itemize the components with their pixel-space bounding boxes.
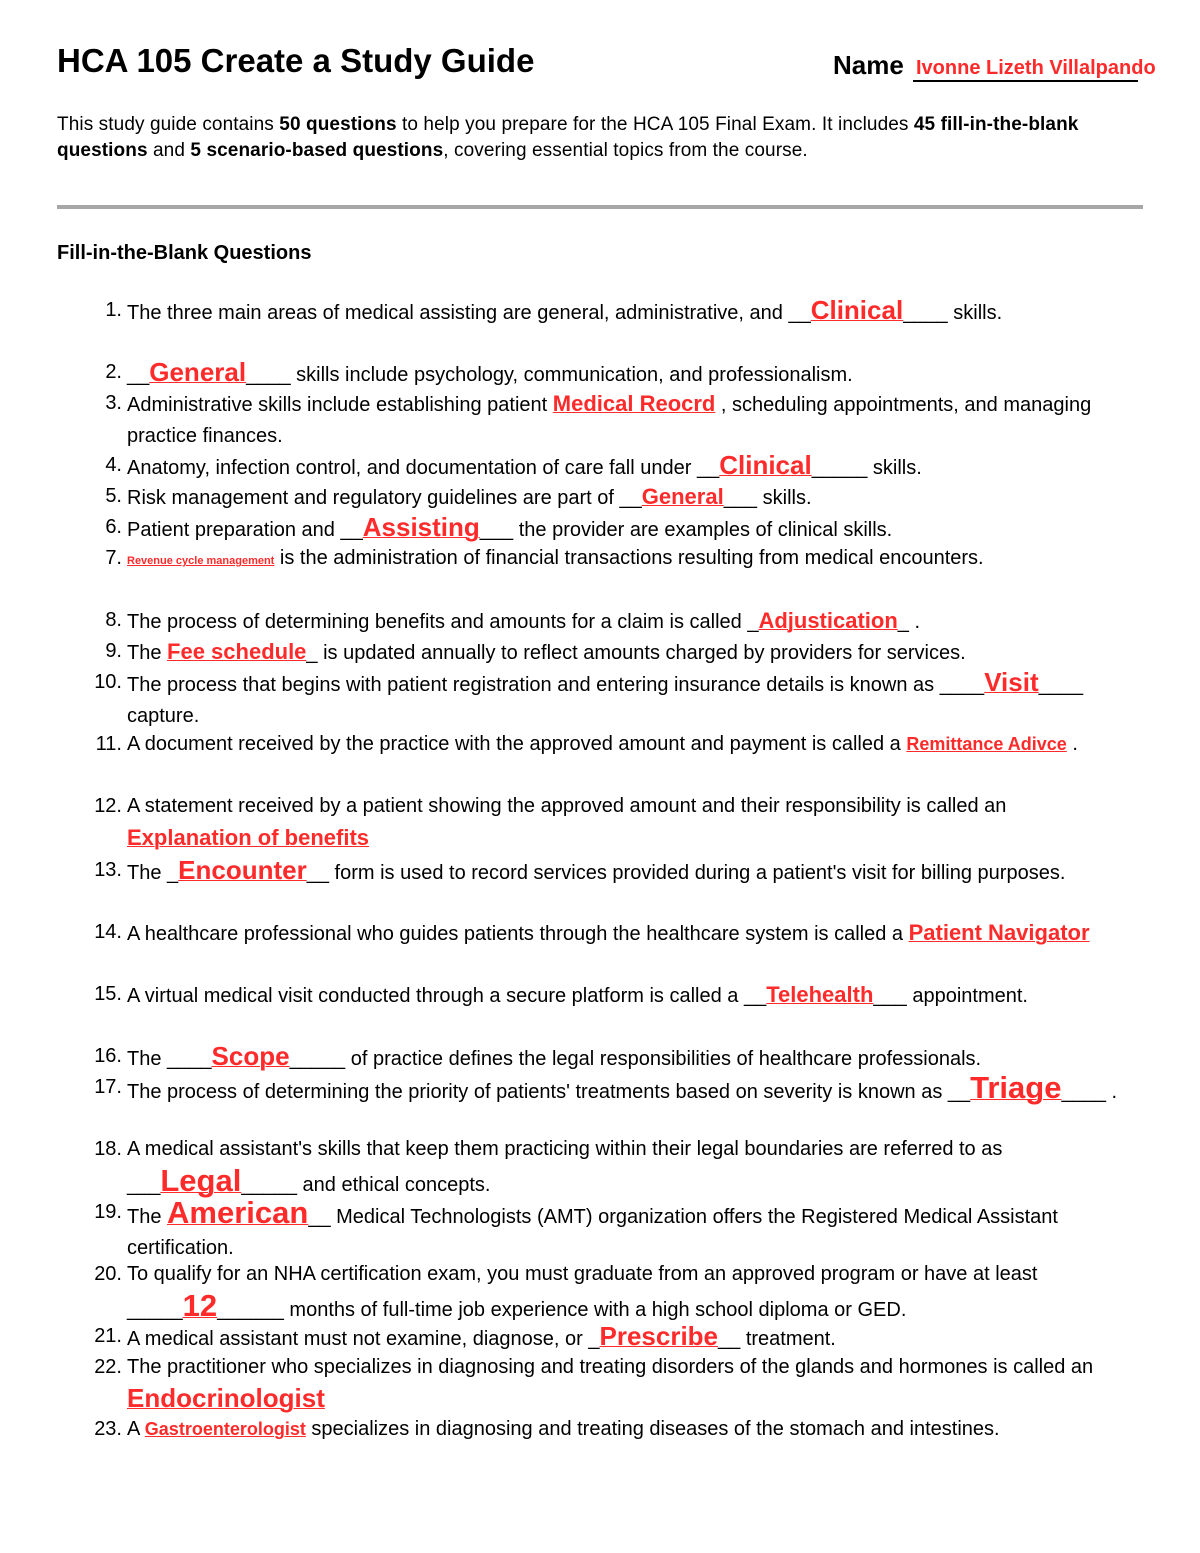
question-item: 10. The process that begins with patient registration and entering insurance details is known as ____Visit____ capture. [94,667,1084,727]
question-item: 11. A document received by the practice with the approved amount and payment is called a Remittance Adivce . [95,733,1078,755]
answer-field[interactable]: American [167,1195,309,1230]
question-item: 22. The practitioner who specializes in diagnosing and treating disorders of the glands and hormones is called an Endocrinologist [94,1356,1094,1413]
answer-field[interactable]: Endocrinologist [127,1383,325,1413]
question-item: 14. A healthcare professional who guides patients through the healthcare system is called a Patient Navigator [94,920,1090,945]
answer-field[interactable]: Clinical [810,295,904,325]
question-item: 16. The ____Scope_____ of practice defines the legal responsibilities of healthcare professionals. [94,1041,982,1071]
answer-field[interactable]: General [641,484,724,509]
answer-field[interactable]: Clinical [719,450,812,480]
question-item: 18. A medical assistant's skills that keep them practicing within their legal boundaries are referred to as ___Legal_____ and ethical concepts. [94,1138,1003,1198]
question-item: 4. Anatomy, infection control, and documentation of care fall under __Clinical_____ skills. [105,450,922,480]
question-item: 9. The Fee schedule_ is updated annually to reflect amounts charged by providers for services. [105,639,966,664]
answer-field[interactable]: Explanation of benefits [127,825,370,850]
answer-field[interactable]: Visit [984,667,1039,697]
answer-field[interactable]: Encounter [178,855,307,885]
name-field[interactable]: Ivonne Lizeth Villalpando [913,56,1138,82]
question-item: 23. A Gastroenterologist specializes in diagnosing and treating diseases of the stomach and intestines. [94,1418,1000,1440]
answer-field[interactable]: Scope [211,1041,290,1071]
answer-field[interactable]: 12 [182,1288,218,1323]
divider [57,205,1143,209]
question-item: 12. A statement received by a patient showing the approved amount and their responsibility is called an Explanation of benefits [94,795,1007,850]
answer-field[interactable]: Gastroenterologist [144,1419,306,1439]
question-item: 2. __General____ skills include psychology, communication, and professionalism. [105,357,853,387]
question-item: 20. To qualify for an NHA certification exam, you must graduate from an approved program or have at least _____12______ months of full-time job experience with a high school diploma or GED. [94,1263,1038,1323]
question-item: 15. A virtual medical visit conducted through a secure platform is called a __Telehealth___ appointment. [94,982,1028,1007]
answer-field[interactable]: Medical Reocrd [552,391,716,416]
section-title: Fill-in-the-Blank Questions [57,242,312,264]
question-item: 7. Revenue cycle management is the administration of financial transactions resulting from medical encounters. [105,547,984,569]
question-item: 8. The process of determining benefits and amounts for a claim is called _Adjustication_ . [105,608,921,633]
answer-field[interactable]: Telehealth [766,982,874,1007]
question-item: 13. The _Encounter__ form is used to record services provided during a patient's visit for billing purposes. [94,855,1066,885]
intro-paragraph: This study guide contains 50 questions to help you prepare for the HCA 105 Final Exam. It includes 45 fill-in-the-blank questions and 5 scenario-based questions, covering essential topics from the course. [57,114,1079,161]
answer-field[interactable]: Triage [970,1070,1062,1105]
question-item: 6. Patient preparation and __Assisting___ the provider are examples of clinical skills. [105,512,893,542]
answer-field[interactable]: Fee schedule [167,639,307,664]
answer-field[interactable]: Assisting [362,512,480,542]
page-title: HCA 105 Create a Study Guide [57,42,535,79]
question-item: 17. The process of determining the priority of patients' treatments based on severity is known as __Triage____ . [94,1070,1118,1105]
question-item: 3. Administrative skills include establishing patient Medical Reocrd , scheduling appointments, and managing practice finances. [105,391,1092,447]
answer-field[interactable]: Legal [160,1163,242,1198]
question-item: 21. A medical assistant must not examine, diagnose, or _Prescribe__ treatment. [94,1321,836,1351]
answer-field[interactable]: Prescribe [599,1321,719,1351]
name-label: Name [833,50,904,80]
answer-field[interactable]: Revenue cycle management [127,555,275,567]
question-item: 19. The American__ Medical Technologists (AMT) organization offers the Registered Medical Assistant certification. [94,1195,1058,1259]
answer-field[interactable]: General [149,357,247,387]
answer-field[interactable]: Remittance Adivce [906,734,1067,754]
question-item: 5. Risk management and regulatory guidelines are part of __General___ skills. [105,484,812,509]
answer-field[interactable]: Patient Navigator [908,920,1090,945]
answer-field[interactable]: Adjustication [758,608,898,633]
question-item: 1. The three main areas of medical assisting are general, administrative, and __Clinical____ skills. [105,295,1003,325]
